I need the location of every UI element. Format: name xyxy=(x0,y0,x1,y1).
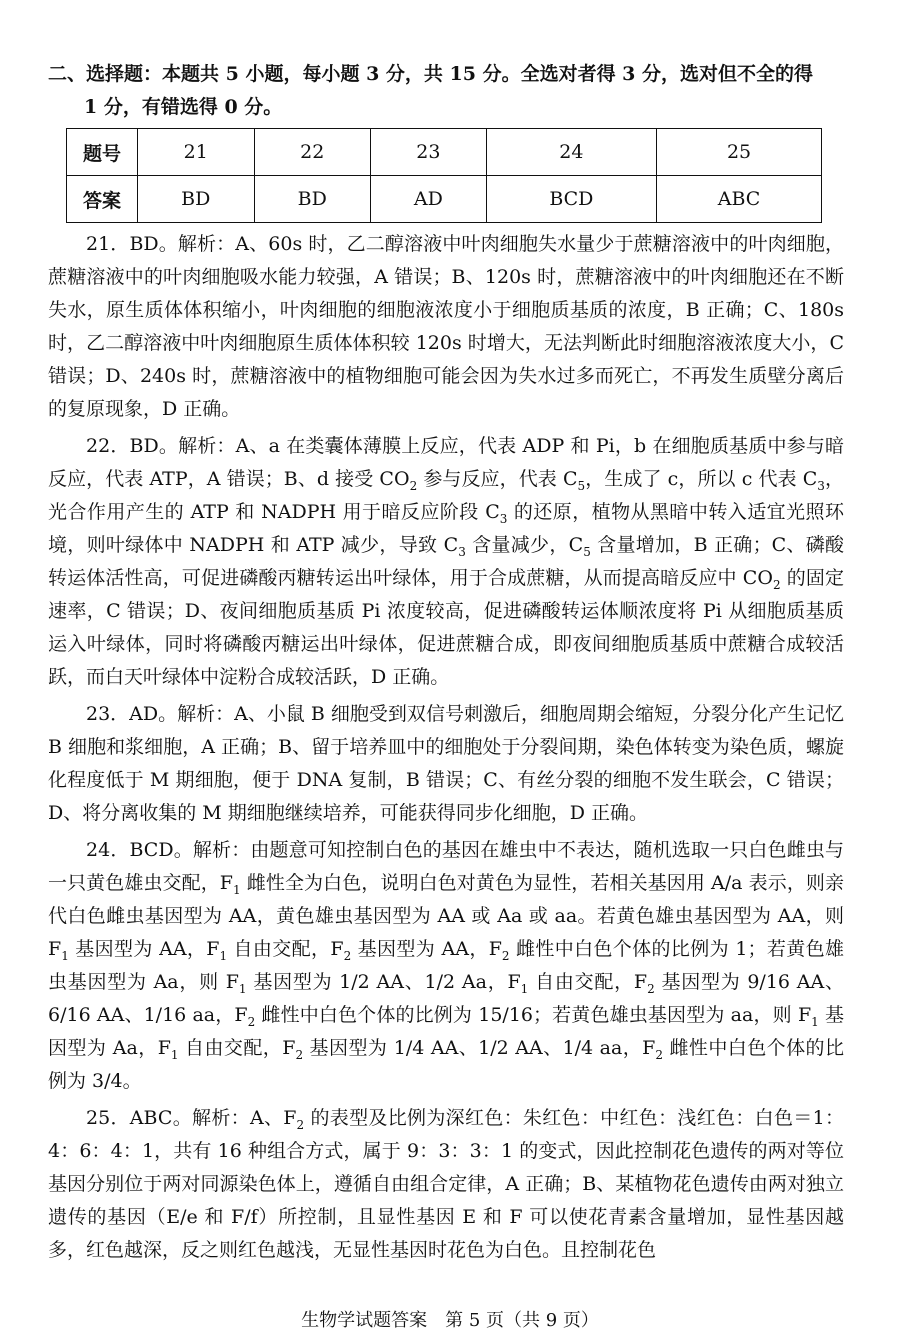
subscript: 2 xyxy=(501,948,510,963)
table-cell-number: 23 xyxy=(371,129,487,176)
subscript: 1 xyxy=(219,948,228,963)
table-row-answers xyxy=(67,176,822,223)
table-header-question-number: 题号 xyxy=(67,129,138,176)
section-heading-line-2: 1 分，有错选得 0 分。 xyxy=(84,96,283,118)
table-cell-answer: AD xyxy=(371,176,487,223)
table-cell-answer: BCD xyxy=(486,176,656,223)
answer-table xyxy=(66,128,822,223)
text-run: 自由交配，F xyxy=(178,1037,296,1059)
subscript: 2 xyxy=(343,948,352,963)
text-run: 雌性中白色个体的比例为 1；若黄色雄虫基因型为 Aa，则 F xyxy=(48,938,844,993)
explanation-21 xyxy=(48,228,844,426)
subscript: 1 xyxy=(238,981,247,996)
text-run: ，光合作用产生的 ATP 和 NADPH 用于暗反应阶段 C xyxy=(48,468,844,523)
subscript: 5 xyxy=(577,478,586,493)
text-run: 的还原，植物从黑暗中转入适宜光照环境，则叶绿体中 NADPH 和 ATP 减少，导致 C xyxy=(48,501,844,556)
section-heading xyxy=(48,58,858,124)
subscript: 1 xyxy=(233,882,241,897)
explanation-21-text: 21．BD。解析：A、60s 时，乙二醇溶液中叶肉细胞失水量少于蔗糖溶液中的叶肉细胞，蔗糖溶液中的叶肉细胞吸水能力较强，A 错误；B、120s 时，蔗糖溶液中的叶肉细胞还在不断失水，原生质体体积缩小，叶肉细胞的细胞液浓度小于细胞质基质的浓度，B 正确；C、180s 时，乙二醇溶液中叶肉细胞原生质体体积较 120s 时增大，无法判断此时细胞溶液浓度大小，C 错误；D、240s 时，蔗糖溶液中的植物细胞可能会因为失水过多而死亡，不再发生质壁分离后的复原现象，D 正确。 xyxy=(48,233,844,420)
text-run: 雌性中白色个体的比例为 15/16；若黄色雄虫基因型为 aa，则 F xyxy=(255,1004,812,1026)
table-cell-answer: BD xyxy=(254,176,371,223)
explanation-25 xyxy=(48,1102,844,1267)
explanation-23 xyxy=(48,698,844,830)
explanation-24 xyxy=(48,834,844,1098)
text-run: 含量减少，C xyxy=(465,534,584,556)
table-cell-number: 24 xyxy=(486,129,656,176)
explanation-22 xyxy=(48,430,844,694)
page-footer: 生物学试题答案 第 5 页（共 9 页） xyxy=(301,1310,599,1331)
subscript: 1 xyxy=(520,981,529,996)
subscript: 2 xyxy=(296,1117,305,1132)
text-run: 25．ABC。解析：A、F xyxy=(86,1107,297,1129)
table-cell-number: 22 xyxy=(254,129,371,176)
text-run: 基因型为 1/2 AA、1/2 Aa，F xyxy=(246,971,521,993)
subscript: 2 xyxy=(647,981,655,996)
table-cell-answer: ABC xyxy=(657,176,822,223)
subscript: 1 xyxy=(811,1014,819,1029)
text-run: 自由交配，F xyxy=(528,971,648,993)
text-run: 自由交配，F xyxy=(227,938,344,960)
text-run: 基因型为 AA，F xyxy=(351,938,502,960)
subscript: 5 xyxy=(583,544,591,559)
subscript: 2 xyxy=(295,1047,304,1062)
text-run: 参与反应，代表 C xyxy=(417,468,578,490)
subscript: 1 xyxy=(170,1047,179,1062)
text-run: 基因型为 1/4 AA、1/2 AA、1/4 aa，F xyxy=(303,1037,656,1059)
subscript: 2 xyxy=(772,577,781,592)
text-run: 基因型为 Aa，F xyxy=(48,1004,844,1059)
text-run: 基因型为 AA，F xyxy=(68,938,220,960)
explanations xyxy=(48,228,844,1271)
subscript: 3 xyxy=(458,544,466,559)
text-run: 22．BD。解析：A、a 在类囊体薄膜上反应，代表 ADP 和 Pi，b 在细胞质基质中参与暗反应，代表 ATP，A 错误；B、d 接受 CO xyxy=(48,435,844,490)
text-run: 含量增加，B 正确；C、磷酸转运体活性高，可促进磷酸丙糖转运出叶绿体，用于合成蔗糖，从而提高暗反应中 CO xyxy=(48,534,845,589)
subscript: 2 xyxy=(655,1047,663,1062)
subscript: 2 xyxy=(409,478,418,493)
text-run: 雌性全为白色，说明白色对黄色为显性，若相关基因用 A/a 表示，则亲代白色雌虫基因型为 AA，黄色雄虫基因型为 AA 或 Aa 或 aa。若黄色雄虫基因型为 AA，则 F xyxy=(48,872,844,960)
table-header-answer: 答案 xyxy=(67,176,138,223)
text-run: 基因型为 9/16 AA、6/16 AA、1/16 aa，F xyxy=(48,971,844,1026)
table-cell-number: 25 xyxy=(657,129,822,176)
subscript: 2 xyxy=(247,1014,256,1029)
text-run: ，生成了 c，所以 c 代表 C xyxy=(585,468,818,490)
text-run: 的固定速率，C 错误；D、夜间细胞质基质 Pi 浓度较高，促进磷酸转运体顺浓度将 Pi 从细胞质基质运入叶绿体，同时将磷酸丙糖运出叶绿体，促进蔗糖合成，即夜间细胞质基质中蔗糖合成较活跃，而白天叶绿体中淀粉合成较活跃，D 正确。 xyxy=(48,567,845,688)
subscript: 3 xyxy=(817,478,825,493)
text-run: 雌性中白色个体的比例为 3/4。 xyxy=(48,1037,844,1092)
text-run: 的表型及比例为深红色：朱红色：中红色：浅红色：白色＝1：4：6：4：1，共有 16 种组合方式，属于 9：3：3：1 的变式，因此控制花色遗传的两对等位基因分别位于两对同源染色体上，遵循自由组合定律，A 正确；B、某植物花色遗传由两对独立遗传的基因（E/e 和 F/f）所控制，且显性基因 E 和 F 可以使花青素含量增加，显性基因越多，红色越深，反之则红色越浅，无显性基因时花色为白色。且控制花色 xyxy=(48,1107,844,1261)
section-heading-line-1: 二、选择题：本题共 5 小题，每小题 3 分，共 15 分。全选对者得 3 分，选对但不全的得 xyxy=(48,63,814,85)
table-cell-answer: BD xyxy=(138,176,255,223)
subscript: 3 xyxy=(499,511,508,526)
text-run: 24．BCD。解析：由题意可知控制白色的基因在雄虫中不表达，随机选取一只白色雌虫与一只黄色雄虫交配，F xyxy=(48,839,844,894)
explanation-23-text: 23．AD。解析：A、小鼠 B 细胞受到双信号刺激后，细胞周期会缩短，分裂分化产生记忆 B 细胞和浆细胞，A 正确；B、留于培养皿中的细胞处于分裂间期，染色体转变为染色质，螺旋化程度低于 M 期细胞，便于 DNA 复制，B 错误；C、有丝分裂的细胞不发生联会，C 错误；D、将分离收集的 M 期细胞继续培养，可能获得同步化细胞，D 正确。 xyxy=(48,703,844,824)
table-cell-number: 21 xyxy=(138,129,255,176)
table-row-numbers xyxy=(67,129,822,176)
subscript: 1 xyxy=(61,948,69,963)
